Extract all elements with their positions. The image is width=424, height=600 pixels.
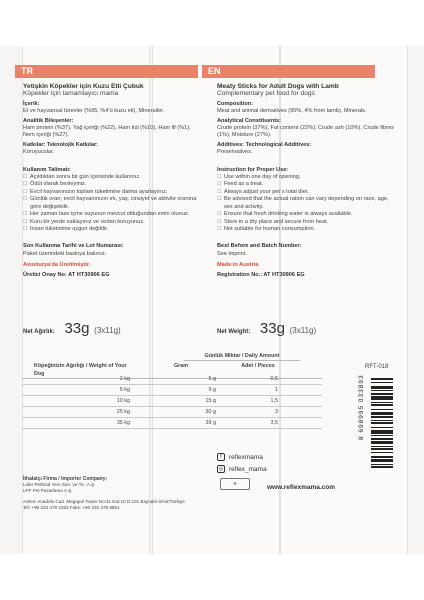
tr-composition-heading: İçerik: [23, 100, 40, 107]
tr-analytic-heading: Analitik Bileşenler: [23, 117, 74, 124]
tr-weight-value: 33g [64, 320, 90, 337]
tr-additives: Koruyucular. [23, 149, 55, 156]
col-pieces-header: Adet / Pieces [241, 363, 275, 369]
tr-additives-heading: Katkılar: Teknolojik Katkılar: [23, 141, 99, 148]
importer-address: Adres: Anadolu Cad. Megapol Tower No:41 Kat:10 D:101 Bayraklı-İzmir/Türkiye [23, 499, 185, 504]
col-weight-header: Köpeğinizin Ağırlığı / Weight of Your Dog [34, 363, 127, 377]
tr-batch: Paket üzerindeki baskıya bakınız. [23, 250, 107, 257]
tr-title: Yetişkin Köpekler için Kuzu Etli Çubuk [23, 83, 144, 90]
bottom-seal [0, 554, 424, 600]
cell-weight: 35 kg [116, 420, 130, 426]
daily-amount-header: Günlük Miktar / Daily Amount [184, 352, 300, 361]
en-usage-heading: Instruction for Proper Use: [217, 166, 289, 173]
en-weight-value: 33g [259, 320, 285, 337]
tr-analytic: Ham protein (%37), Yağ içeriği (%22), Ham kül (%10), Ham lif (%1), Nem içeriği (%27). [23, 125, 191, 139]
tr-usage-heading: Kullanım Talimatı: [23, 166, 71, 173]
barcode-number: 8 698995 033893 [358, 374, 365, 440]
tr-batch-heading: Son Kullanma Tarihi ve Lot Numarası: [23, 243, 124, 250]
en-composition: Meat and animal derivatives (95%, 4% from lamb), Minerals. [217, 108, 367, 115]
cell-weight: 5 kg [119, 387, 130, 393]
list-item: ☐ Store in a dry place and secure from heat. [217, 219, 395, 226]
lang-tr: TR [15, 65, 198, 78]
en-usage-list [217, 174, 395, 233]
cell-weight: 2 kg [119, 376, 130, 382]
cell-gram: 30 g [205, 409, 216, 415]
en-batch-heading: Best Before and Batch Number: [217, 243, 302, 250]
cell-pieces: 3,5 [270, 420, 278, 426]
list-item: ☐ Ödül olarak besleyiniz. [23, 181, 201, 188]
barcode [371, 378, 393, 498]
list-item: ☐ Ensure that fresh drinking water is always available. [217, 211, 395, 218]
en-composition-heading: Composition: [217, 100, 254, 107]
en-batch: See imprint. [217, 250, 247, 257]
facebook-handle: reflexmama [229, 454, 263, 461]
list-item: ☐ Feed as a treat. [217, 181, 395, 188]
instagram-row [217, 464, 267, 476]
social-links [217, 452, 267, 476]
tr-subtitle: Köpekler için tamamlayıcı mama [23, 90, 119, 98]
top-seal [0, 0, 424, 46]
cell-pieces: 3 [275, 409, 278, 415]
list-item: ☐ İnsan tüketimine uygun değildir. [23, 226, 201, 233]
en-net-weight [217, 320, 316, 337]
list-item: ☐ Not suitable for human consumption. [217, 226, 395, 233]
facebook-icon: f [217, 453, 225, 461]
list-item: ☐ Kuru bir yerde saklayınız ve ısıdan koruyunuz. [23, 219, 201, 226]
cell-pieces: 1 [275, 387, 278, 393]
importer-phone: Tel: +90 232 479 2353 Faks: +90 232 479 9691 [23, 505, 120, 510]
tr-weight-label: Net Ağırlık: [23, 329, 55, 335]
table-row [22, 419, 322, 429]
en-made-in: Made in Austria [217, 262, 259, 269]
list-item: ☐ Be advised that the actual ration can vary depending on race, age, sex and activity. [217, 196, 395, 211]
tr-weight-detail: (3x11g) [94, 326, 121, 335]
table-row [22, 386, 322, 396]
lang-en: EN [202, 65, 375, 78]
en-column [217, 83, 395, 279]
table-row [22, 408, 322, 418]
en-weight-label: Net Weight: [217, 329, 251, 335]
website: www.reflexmama.com [267, 484, 336, 491]
cell-pieces: 0,5 [270, 376, 278, 382]
en-subtitle: Complementary pet food for dogs [217, 90, 315, 98]
list-item: ☐ Use within one day of opening. [217, 174, 395, 181]
en-analytic-heading: Analytical Constituents: [217, 117, 282, 124]
cell-weight: 25 kg [116, 409, 130, 415]
product-code: RFT-018 [365, 364, 389, 370]
tr-composition: Et ve hayvansal türevler (%95, %4'ü kuzu eti), Mineraller. [23, 108, 165, 115]
cell-pieces: 1,5 [270, 398, 278, 404]
en-additives: Preservatives. [217, 149, 253, 156]
importer-line: LPF Pet Pazarlama A.Ş. [23, 488, 73, 493]
list-item: ☐ Her zaman taze içme suyunun mevcut olduğundan emin olunuz. [23, 211, 201, 218]
en-registration: Registration No.: AT HT30906 EG [217, 271, 305, 278]
cell-gram: 15 g [205, 398, 216, 404]
table-row [22, 375, 322, 385]
tr-column [23, 83, 201, 279]
en-title: Meaty Sticks for Adult Dogs with Lamb [217, 83, 339, 90]
language-bar [15, 65, 375, 78]
tr-made-in: Avusturya'da Üretilmiştir. [23, 262, 91, 269]
en-analytic: Crude protein (37%), Fat content (22%), Crude ash (10%), Crude fibres (1%), Moisture (27%). [217, 125, 394, 139]
en-additives-heading: Additives: Technological Additives: [217, 141, 312, 148]
importer-heading: İthalatçı Firma / Importer Company: [23, 476, 108, 482]
tr-usage-list [23, 174, 201, 233]
list-item: ☐ Evcil hayvanınızın toplam tüketimine daima ayarlayınız. [23, 189, 201, 196]
table-row [22, 397, 322, 407]
en-weight-detail: (3x11g) [289, 326, 317, 335]
importer-line: Lider Petfood Yem San. ve Tic. A.Ş. [23, 482, 96, 487]
recycle-icon: ♻ [220, 478, 250, 490]
list-item: ☐ Günlük oran; evcil hayvanınızın ırk, yaş, cinsiyet ve aktivite oranına göre değişebilir. [23, 196, 201, 211]
cell-gram: 5 g [208, 376, 216, 382]
cell-gram: 39 g [205, 420, 216, 426]
instagram-handle: reflex_mama [229, 466, 267, 473]
importer-info [23, 476, 193, 511]
cell-gram: 9 g [208, 387, 216, 393]
tr-net-weight [23, 320, 121, 337]
tr-registration: Üretici Onay No: AT HT30906 EG [23, 271, 110, 278]
facebook-row [217, 452, 267, 464]
instagram-icon: ◎ [218, 466, 224, 473]
cell-weight: 10 kg [116, 398, 130, 404]
col-gram-header: Gram [173, 363, 189, 369]
list-item: ☐ Açıldıktan sonra bir gün içerisinde kullanınız. [23, 174, 201, 181]
list-item: ☐ Always adjust your pet´s total diet. [217, 189, 395, 196]
